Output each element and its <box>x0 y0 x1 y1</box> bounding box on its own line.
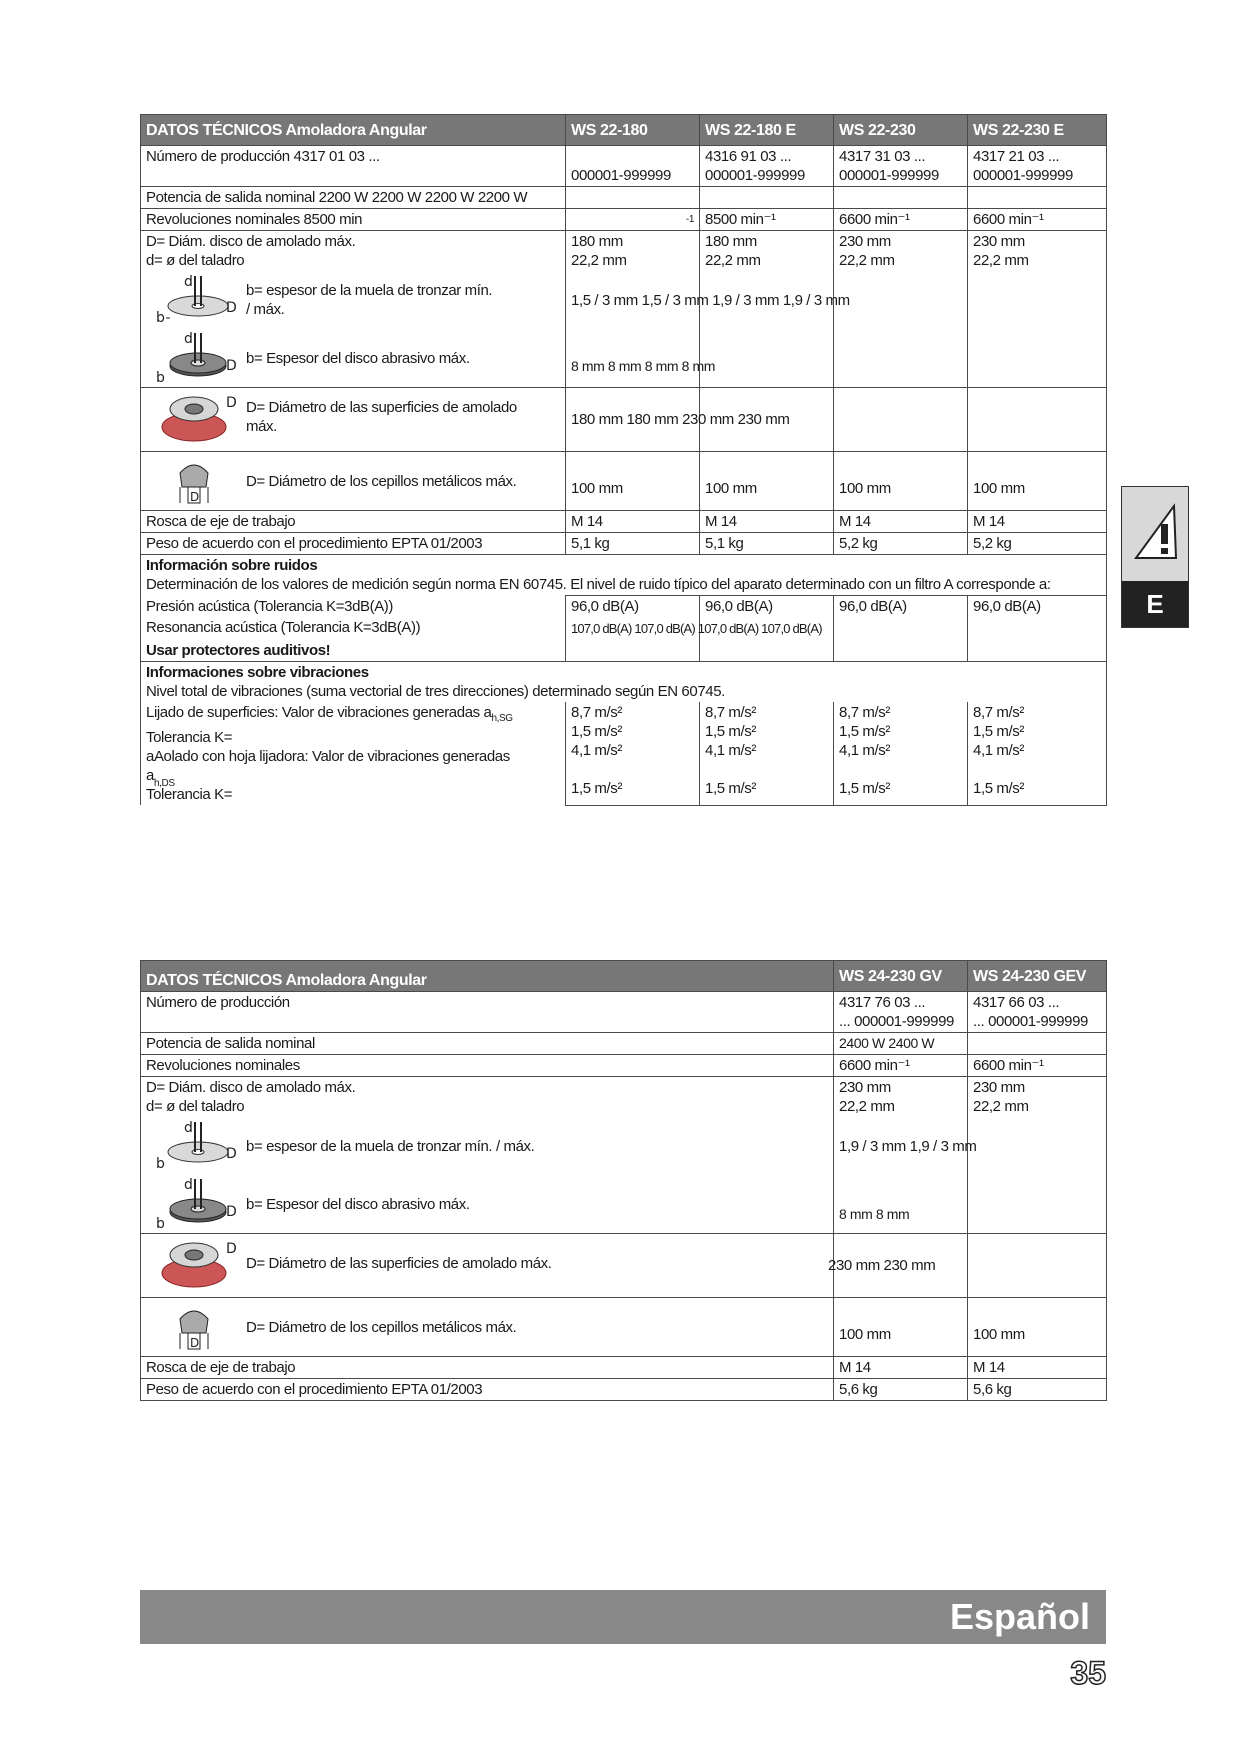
svg-text:d: d <box>184 1120 193 1136</box>
svg-text:b: b <box>156 370 165 386</box>
svg-text:b: b <box>156 1216 165 1232</box>
sanding-disc-icon <box>146 1235 236 1291</box>
svg-text:D: D <box>226 395 236 411</box>
model-header: WS 22-180 <box>566 115 700 146</box>
svg-text:b: b <box>156 1156 165 1172</box>
row-label: Tolerancia K= <box>146 729 233 746</box>
row-label: D= Diám. disco de amolado máx. <box>146 233 356 250</box>
section-description: Nivel total de vibraciones (suma vectorial de tres direcciones) determinado según EN 60745. <box>146 683 725 700</box>
svg-text:b: b <box>156 310 165 326</box>
svg-text:d: d <box>184 331 193 347</box>
cell-value: 100 mm <box>700 452 834 511</box>
cell-value: 000001-999999 <box>973 167 1073 184</box>
abrasive-disc-icon <box>146 1176 236 1232</box>
cell-value: 8500 min⁻¹ <box>700 209 834 231</box>
cell-value: 22,2 mm <box>973 252 1029 269</box>
cell-value: 100 mm <box>834 452 968 511</box>
row-label: Número de producción <box>141 992 834 1033</box>
cutting-wheel-icon <box>146 1118 236 1174</box>
cell-value: 230 mm <box>973 1079 1025 1096</box>
cell-value: 5,2 kg <box>968 533 1107 555</box>
row-label: b= espesor de la muela de tronzar mín. / máx. <box>246 282 493 318</box>
cell-value: 100 mm <box>968 1298 1107 1357</box>
sanding-disc-icon <box>146 389 236 445</box>
table-row <box>141 1077 1107 1118</box>
cell-value: 1,5 m/s² <box>839 780 890 797</box>
cell-value: 8,7 m/s² <box>705 704 756 721</box>
row-label-sub: h,SG <box>491 713 513 724</box>
table-row <box>141 1175 1107 1234</box>
cell-value: 4317 76 03 ... <box>839 994 926 1011</box>
table-row <box>141 209 1107 231</box>
cell-value: 230 mm <box>839 233 891 250</box>
model-header: WS 24-230 GEV <box>968 961 1107 992</box>
row-label: Revoluciones nominales 8500 min <box>141 209 566 231</box>
row-label: D= Diámetro de las superficies de amolado máx. <box>246 1254 552 1272</box>
spec-table-ws22 <box>140 114 1107 806</box>
language-footer-bar <box>140 1590 1106 1644</box>
cell-value: 8,7 m/s² <box>839 704 890 721</box>
cell-value: 230 mm 230 mm <box>828 1257 936 1274</box>
cell-value: 22,2 mm <box>571 252 627 269</box>
cell-value: 22,2 mm <box>839 252 895 269</box>
table-row <box>141 662 1107 703</box>
warning-icon <box>1128 502 1182 567</box>
cell-value: 4317 21 03 ... <box>973 148 1060 165</box>
svg-text:D: D <box>226 1204 236 1220</box>
row-label: Resonancia acústica (Tolerancia K=3dB(A)) <box>146 619 421 636</box>
row-label: D= Diámetro de los cepillos metálicos máx. <box>246 472 517 490</box>
spec-table-ws24 <box>140 960 1107 1401</box>
cell-value: 230 mm <box>839 1079 891 1096</box>
cell-value: -1 <box>566 209 700 231</box>
cell-value: 4,1 m/s² <box>705 742 756 759</box>
table-row <box>141 1055 1107 1077</box>
table-row <box>141 555 1107 596</box>
cell-value: 000001-999999 <box>839 167 939 184</box>
table-row <box>141 1117 1107 1175</box>
cell-value: 180 mm <box>571 233 623 250</box>
cell-value: 1,5 m/s² <box>571 780 622 797</box>
wire-brush-icon <box>146 1299 236 1355</box>
cell-value: 4,1 m/s² <box>973 742 1024 759</box>
model-header: WS 22-230 E <box>968 115 1107 146</box>
table-row <box>141 231 1107 272</box>
row-label: d= ø del taladro <box>146 1098 245 1115</box>
row-label: b= espesor de la muela de tronzar mín. / máx. <box>246 1137 535 1155</box>
cell-value: 4,1 m/s² <box>571 742 622 759</box>
cell-value: 100 mm <box>566 452 700 511</box>
language-label: Español <box>949 1596 1090 1637</box>
cutting-wheel-icon <box>146 272 236 328</box>
row-label: Tolerancia K= <box>146 786 233 803</box>
cell-value: 8 mm 8 mm <box>839 1206 910 1222</box>
table-row <box>141 329 1107 388</box>
table-header-row <box>141 115 1107 146</box>
cell-value: 6600 min⁻¹ <box>968 1055 1107 1077</box>
abrasive-disc-icon <box>146 330 236 386</box>
cell-value: 1,5 m/s² <box>839 723 890 740</box>
model-header: WS 22-230 <box>834 115 968 146</box>
row-label: Peso de acuerdo con el procedimiento EPTA 01/2003 <box>141 1379 834 1401</box>
row-label: D= Diámetro de las superficies de amolado máx. <box>246 399 517 435</box>
cell-value: 8,7 m/s² <box>973 704 1024 721</box>
table-header-row <box>141 961 1107 992</box>
table-row <box>141 992 1107 1033</box>
ear-protection-note: Usar protectores auditivos! <box>146 642 331 659</box>
table-row <box>141 388 1107 452</box>
cell-value: 8,7 m/s² <box>571 704 622 721</box>
section-description: Determinación de los valores de medición según norma EN 60745. El nivel de ruido típico del aparato determinado con un filtro A corresponde a: <box>146 576 1051 593</box>
cell-value: 4316 91 03 ... <box>705 148 792 165</box>
table-row <box>141 1357 1107 1379</box>
cell-value <box>571 147 694 166</box>
cell-value: 8 mm 8 mm 8 mm 8 mm <box>571 358 716 374</box>
cell-value: 96,0 dB(A) <box>834 596 968 618</box>
table-row <box>141 271 1107 329</box>
table-row <box>141 511 1107 533</box>
row-label: d= ø del taladro <box>146 252 245 269</box>
cell-value: 5,6 kg <box>968 1379 1107 1401</box>
cell-value: 4317 66 03 ... <box>973 994 1060 1011</box>
section-title-noise: Información sobre ruidos <box>146 557 318 574</box>
row-label: Lijado de superficies: Valor de vibraciones generadas a <box>146 704 492 721</box>
table-row <box>141 596 1107 618</box>
cell-value: 100 mm <box>834 1298 968 1357</box>
row-label: Revoluciones nominales <box>141 1055 834 1077</box>
cell-value: 6600 min⁻¹ <box>834 1055 968 1077</box>
svg-text:D: D <box>190 1336 199 1350</box>
cell-value: M 14 <box>700 511 834 533</box>
cell-value: 1,5 m/s² <box>705 780 756 797</box>
row-label: aAolado con hoja lijadora: Valor de vibraciones generadas <box>146 748 510 765</box>
cell-value: 1,5 / 3 mm 1,5 / 3 mm 1,9 / 3 mm 1,9 / 3 mm <box>571 292 850 309</box>
row-label: Rosca de eje de trabajo <box>141 1357 834 1379</box>
row-label: Peso de acuerdo con el procedimiento EPTA 01/2003 <box>141 533 566 555</box>
row-label: Presión acústica (Tolerancia K=3dB(A)) <box>141 596 566 618</box>
section-title-vibration: Informaciones sobre vibraciones <box>146 664 369 681</box>
cell-value: 230 mm <box>973 233 1025 250</box>
cell-value: 100 mm <box>968 452 1107 511</box>
svg-text:d: d <box>184 274 193 290</box>
table-row <box>141 1298 1107 1357</box>
table-row <box>141 533 1107 555</box>
cell-value: 1,5 m/s² <box>571 723 622 740</box>
cell-value: 5,6 kg <box>834 1379 968 1401</box>
cell-value: 000001-999999 <box>571 167 671 184</box>
cell-value: 1,5 m/s² <box>705 723 756 740</box>
table-row <box>141 452 1107 511</box>
svg-text:D: D <box>190 490 199 504</box>
cell-value: M 14 <box>968 511 1107 533</box>
cell-value: 22,2 mm <box>973 1098 1029 1115</box>
cell-value: 2400 W 2400 W <box>839 1035 935 1051</box>
wire-brush-icon <box>146 453 236 509</box>
row-label: D= Diám. disco de amolado máx. <box>146 1079 356 1096</box>
cell-value: 107,0 dB(A) 107,0 dB(A) 107,0 dB(A) 107,0 dB(A) <box>571 621 822 636</box>
svg-text:D: D <box>226 1146 236 1162</box>
table-row <box>141 1379 1107 1401</box>
cell-value: M 14 <box>834 511 968 533</box>
cell-value: 1,5 m/s² <box>973 723 1024 740</box>
cell-value: 96,0 dB(A) <box>700 596 834 618</box>
cell-value: 96,0 dB(A) <box>566 596 700 618</box>
row-label: a <box>146 767 154 784</box>
row-label: Número de producción 4317 01 03 ... <box>141 146 566 187</box>
cell-value: 96,0 dB(A) <box>968 596 1107 618</box>
row-label: Rosca de eje de trabajo <box>141 511 566 533</box>
cell-value: 1,9 / 3 mm 1,9 / 3 mm <box>839 1138 977 1155</box>
cell-value: 5,2 kg <box>834 533 968 555</box>
cell-value: ... 000001-999999 <box>839 1013 954 1030</box>
cell-value: M 14 <box>834 1357 968 1379</box>
cell-value: 5,1 kg <box>566 533 700 555</box>
model-header: WS 24-230 GV <box>834 961 968 992</box>
row-label: b= Espesor del disco abrasivo máx. <box>246 349 470 367</box>
cell-value: 180 mm <box>705 233 757 250</box>
language-letter: E <box>1122 581 1188 627</box>
cell-value: ... 000001-999999 <box>973 1013 1088 1030</box>
row-label: Potencia de salida nominal 2200 W 2200 W 2200 W 2200 W <box>141 187 566 209</box>
cell-value: 6600 min⁻¹ <box>834 209 968 231</box>
svg-text:d: d <box>184 1177 193 1193</box>
table-row <box>141 702 1107 805</box>
page-number: 35 <box>1070 1655 1106 1691</box>
cell-value: 6600 min⁻¹ <box>968 209 1107 231</box>
row-label-sub: h,DS <box>154 778 175 789</box>
table-title: DATOS TÉCNICOS Amoladora Angular <box>141 115 566 146</box>
row-label: D= Diámetro de los cepillos metálicos máx. <box>246 1318 517 1336</box>
cell-value: 22,2 mm <box>705 252 761 269</box>
table-title: DATOS TÉCNICOS Amoladora Angular <box>141 961 834 992</box>
cell-value: 4317 31 03 ... <box>839 148 926 165</box>
cell-value: 1,5 m/s² <box>973 780 1024 797</box>
table-row <box>141 617 1107 662</box>
model-header: WS 22-180 E <box>700 115 834 146</box>
cell-value: 4,1 m/s² <box>839 742 890 759</box>
cell-value: 22,2 mm <box>839 1098 895 1115</box>
row-label: b= Espesor del disco abrasivo máx. <box>246 1195 470 1213</box>
svg-text:D: D <box>226 1241 236 1257</box>
table-row <box>141 1033 1107 1055</box>
svg-text:D: D <box>226 300 236 316</box>
cell-value: 5,1 kg <box>700 533 834 555</box>
row-label: Potencia de salida nominal <box>141 1033 834 1055</box>
cell-value: M 14 <box>968 1357 1107 1379</box>
cell-value: 180 mm 180 mm 230 mm 230 mm <box>571 411 790 428</box>
table-row <box>141 1234 1107 1298</box>
table-row <box>141 146 1107 187</box>
table-row <box>141 187 1107 209</box>
language-side-tab <box>1121 486 1189 628</box>
cell-value: 000001-999999 <box>705 167 805 184</box>
cell-value: M 14 <box>566 511 700 533</box>
svg-text:D: D <box>226 358 236 374</box>
